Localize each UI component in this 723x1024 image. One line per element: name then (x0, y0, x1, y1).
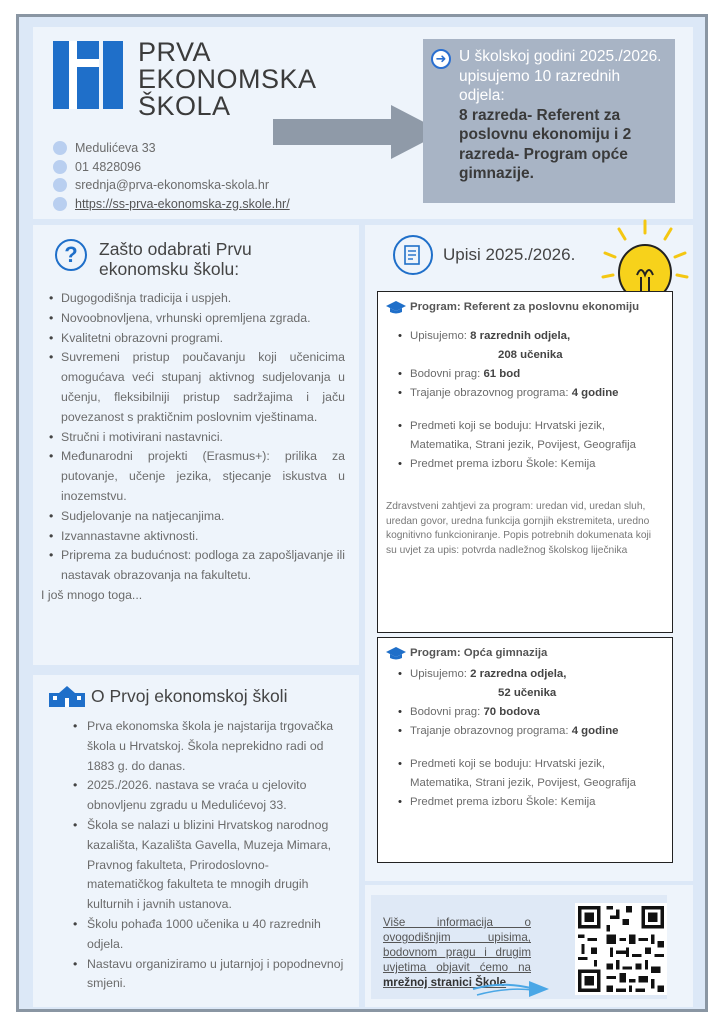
list-item (386, 703, 662, 722)
info-body: Više informacija o ovogodišnjim upisima, bodovnom pragu i drugim uvjetima objavit ćemo na (383, 916, 531, 974)
logo-mark-icon (53, 41, 123, 109)
more-text: I još mnogo toga... (41, 587, 143, 602)
label: Upisujemo: (410, 330, 467, 342)
list-item (386, 665, 662, 703)
program-title: Program: Opća gimnazija (410, 647, 548, 659)
website-link[interactable]: https://ss-prva-ekonomska-zg.skole.hr/ (75, 196, 290, 211)
graduation-cap-icon (386, 301, 406, 315)
label: Trajanje obrazovnog programa: (410, 725, 569, 737)
contact-email: srednja@prva-ekonomska-skola.hr (75, 178, 270, 192)
list-item: • Kvalitetni obrazovni programi. (37, 329, 345, 349)
value: 8 razrednih odjela, (470, 330, 571, 342)
logo-line-2: EKONOMSKA (138, 64, 317, 94)
notice-bold: 8 razreda- Referent za poslovnu ekonomiju i 2 razreda- Program opće gimnazije. (459, 106, 632, 182)
about-panel (33, 675, 359, 1007)
document-icon (393, 235, 433, 275)
list-item: • Predmet prema izboru Škole: Kemija (386, 455, 662, 474)
list-item: • Suvremeni pristup poučavanju koji učenicima omogućava veći stupanj aktivnog sudjelovanja u učenju, fleksibilniji pristup sadržajima i jaču povezanost s praktičnim poslovnim vještinama. (37, 348, 345, 427)
web-icon (53, 197, 67, 211)
contact-phone: 01 4828096 (75, 159, 142, 174)
why-list (37, 289, 345, 586)
info-box (371, 895, 667, 999)
list-item: • Stručni i motivirani nastavnici. (37, 428, 345, 448)
list-item: • Dugogodišnja tradicija i uspjeh. (37, 289, 345, 309)
poster-frame (16, 14, 708, 1012)
value: 52 učenika (498, 687, 557, 699)
arrow-circle-icon: ➜ (431, 49, 451, 69)
list-item (386, 384, 662, 403)
list-item: • Priprema za budućnost: podloga za zapošljavanje ili nastavak obrazovanja na fakultetu. (37, 546, 345, 586)
label: Trajanje obrazovnog programa: (410, 387, 569, 399)
enrolment-notice (423, 39, 675, 203)
phone-icon (53, 160, 67, 174)
list-item: • Prva ekonomska škola je najstarija trgovačka škola u Hrvatskoj. Škola neprekidno radi od 1883 g. do danas. (49, 717, 345, 776)
health-requirements: Zdravstveni zahtjevi za program: uredan vid, uredan sluh, uredan govor, uredna funkcija gornjih ekstremiteta, uredno kognitivno funkcioniranje. Popis potrebnih dokumenata koji su uvjet za upis: potvrda nadležnog školskog liječnika (386, 501, 652, 556)
list-item: • Nastavu organiziramo u jutarnjoj i popodnevnoj smjeni. (49, 955, 345, 995)
list-item: • Škola se nalazi u blizini Hrvatskog narodnog kazališta, Kazališta Gavella, Muzeja Mimara, Pravnog fakulteta, Prirodoslovno-matematičkog fakulteta te mnogih drugih kulturnih i javnih ustanova. (49, 816, 345, 915)
list-item: • Školu pohađa 1000 učenika u 40 razrednih odjela. (49, 915, 345, 955)
list-item: • Predmeti koji se boduju: Hrvatski jezik, Matematika, Strani jezik, Povijest, Geografija (386, 755, 662, 793)
list-item: • 2025./2026. nastava se vraća u cjelovito obnovljenu zgradu u Medulićevoj 33. (49, 776, 345, 816)
enrolment-title: Upisi 2025./2026. (443, 245, 576, 264)
contact-address: Medulićeva 33 (75, 141, 156, 155)
label: Upisujemo: (410, 668, 467, 680)
logo-line-3: ŠKOLA (138, 91, 231, 121)
list-item: • Predmet prema izboru Škole: Kemija (386, 793, 662, 812)
enrolment-panel (365, 225, 693, 881)
list-item: • Izvannastavne aktivnosti. (37, 527, 345, 547)
why-title: Zašto odabrati Prvu ekonomsku školu: (99, 239, 252, 279)
qr-code-icon[interactable] (575, 903, 667, 995)
school-website-link[interactable]: mrežnoj stranici Škole (383, 976, 507, 989)
info-panel (365, 885, 693, 1007)
value: 4 godine (571, 725, 619, 737)
logo-line-1: PRVA (138, 37, 212, 67)
value: 4 godine (571, 387, 619, 399)
question-icon: ? (55, 239, 87, 271)
about-list (49, 717, 345, 994)
about-title: O Prvoj ekonomskoj školi (91, 685, 288, 706)
location-icon (53, 141, 67, 155)
arrow-right-icon (471, 975, 551, 1001)
notice-intro: U školskoj godini 2025./2026. upisujemo 10 razrednih odjela: (459, 48, 662, 104)
label: Bodovni prag: (410, 368, 481, 380)
header-panel (33, 27, 693, 219)
label: Bodovni prag: (410, 706, 481, 718)
program-gimnazija-box (377, 637, 673, 863)
program-title: Program: Referent za poslovnu ekonomiju (410, 301, 640, 313)
program-referent-box (377, 291, 673, 633)
contact-info (53, 139, 290, 213)
value: 2 razredna odjela, (470, 668, 567, 680)
value: 61 bod (483, 368, 521, 380)
why-choose-panel (33, 225, 359, 665)
list-item: • Sudjelovanje na natjecanjima. (37, 507, 345, 527)
list-item (386, 327, 662, 365)
list-item (386, 722, 662, 741)
value: 208 učenika (498, 349, 563, 361)
list-item: • Međunarodni projekti (Erasmus+): prilika za putovanje, učenje jezika, stjecanje iskustva u inozemstvu. (37, 447, 345, 506)
list-item: • Novoobnovljena, vrhunski opremljena zgrada. (37, 309, 345, 329)
value: 70 bodova (483, 706, 540, 718)
email-icon (53, 178, 67, 192)
arrow-right-icon (273, 105, 443, 159)
school-building-icon (49, 685, 85, 707)
list-item: • Predmeti koji se boduju: Hrvatski jezik, Matematika, Strani jezik, Povijest, Geografija (386, 417, 662, 455)
list-item (386, 365, 662, 384)
graduation-cap-icon (386, 647, 406, 661)
